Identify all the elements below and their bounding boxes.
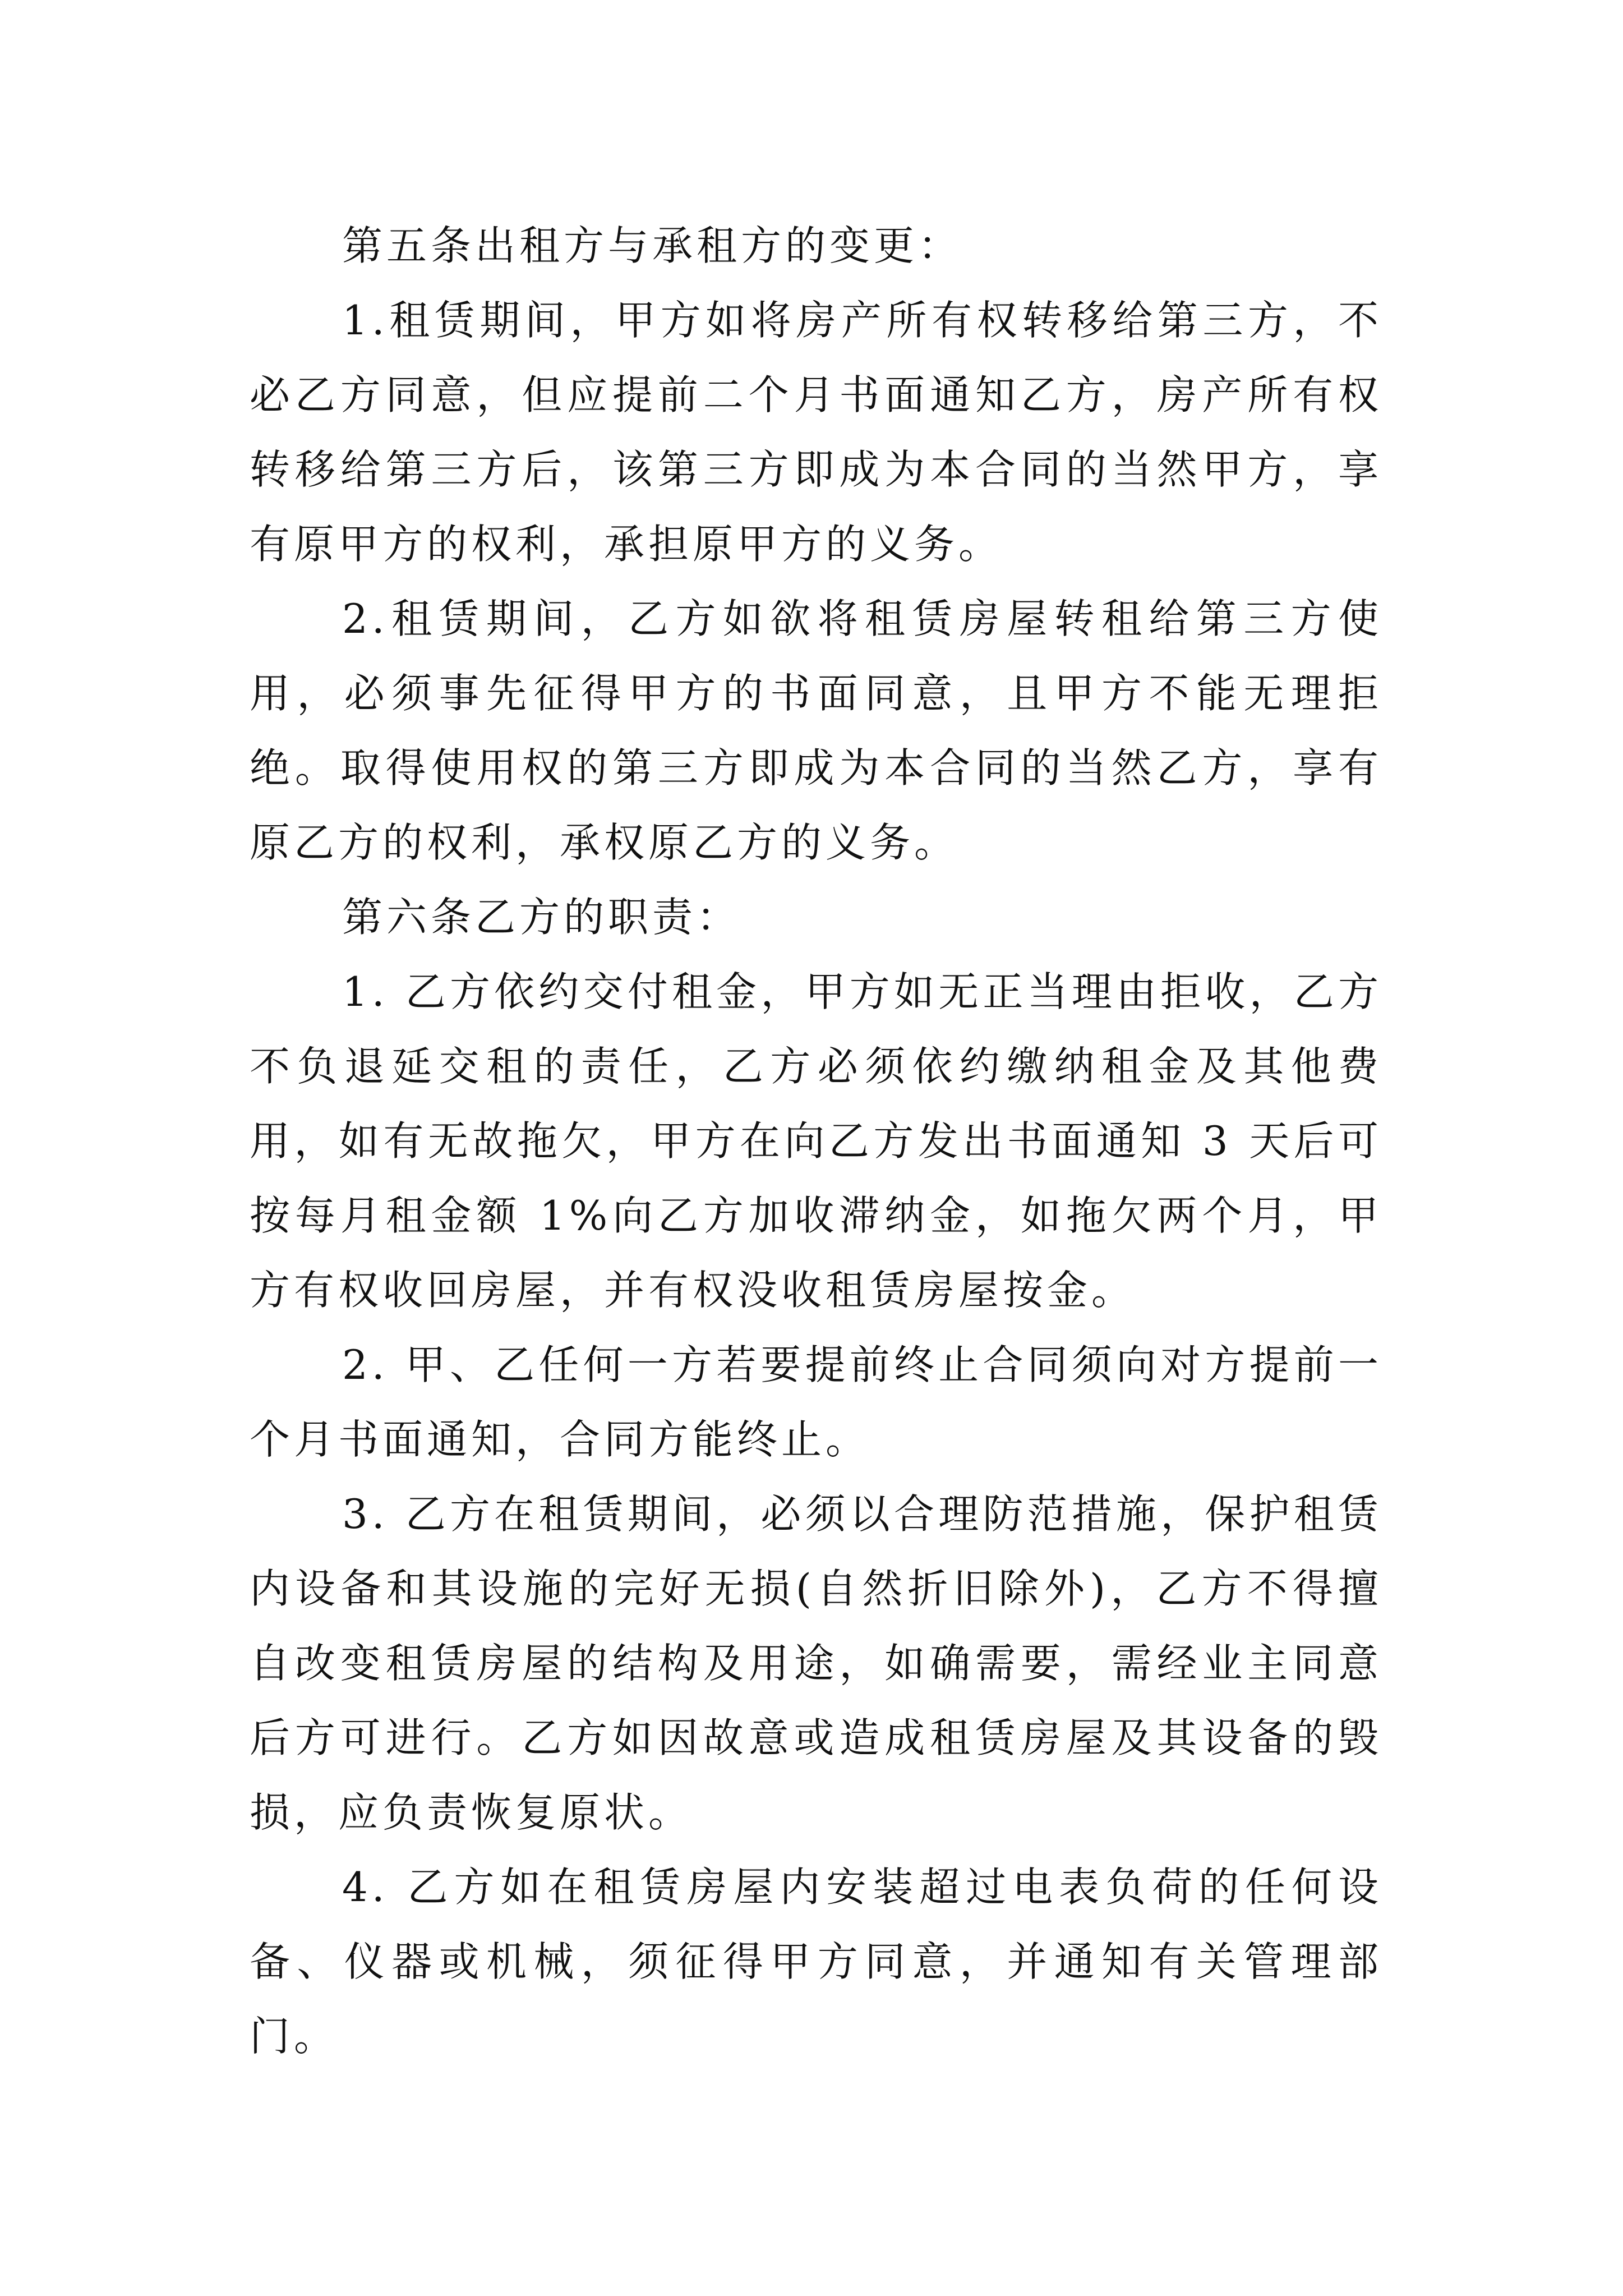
article-5-clause-1: 1.租赁期间，甲方如将房产所有权转移给第三方，不必乙方同意，但应提前二个月书面通知乙方，房产所有权转移给第三方后，该第三方即成为本合同的当然甲方，享有原甲方的权利，承担原甲方的义务。 [250,297,1382,568]
article-5-clause-2: 2.租赁期间，乙方如欲将租赁房屋转租给第三方使用，必须事先征得甲方的书面同意，且甲方不能无理拒绝。取得使用权的第三方即成为本合同的当然乙方，享有原乙方的权利，承权原乙方的义务。 [250,595,1382,866]
article-6-heading: 第六条乙方的职责： [342,894,741,941]
article-6-clause-3: 3. 乙方在租赁期间，必须以合理防范措施，保护租赁内设备和其设施的完好无损(自然折旧除外)，乙方不得擅自改变租赁房屋的结构及用途，如确需要，需经业主同意后方可进行。乙方如因故意或造成租赁房屋及其设备的毁损，应负责恢复原状。 [250,1490,1382,1836]
article-6-clause-1: 1. 乙方依约交付租金，甲方如无正当理由拒收，乙方不负退延交租的责任，乙方必须依约缴纳租金及其他费用，如有无故拖欠，甲方在向乙方发出书面通知 3 天后可按每月租金额 1%向乙方加收滞纳金，如拖欠两个月，甲方有权收回房屋，并有权没收租赁房屋按金。 [250,968,1382,1314]
article-5-heading: 第五条出租方与承租方的变更： [342,222,963,269]
article-6-clause-2: 2. 甲、乙任何一方若要提前终止合同须向对方提前一个月书面通知，合同方能终止。 [250,1341,1382,1463]
article-6-clause-4: 4. 乙方如在租赁房屋内安装超过电表负荷的任何设备、仪器或机械，须征得甲方同意，并通知有关管理部门。 [250,1864,1382,2060]
document-body [250,209,1382,2074]
